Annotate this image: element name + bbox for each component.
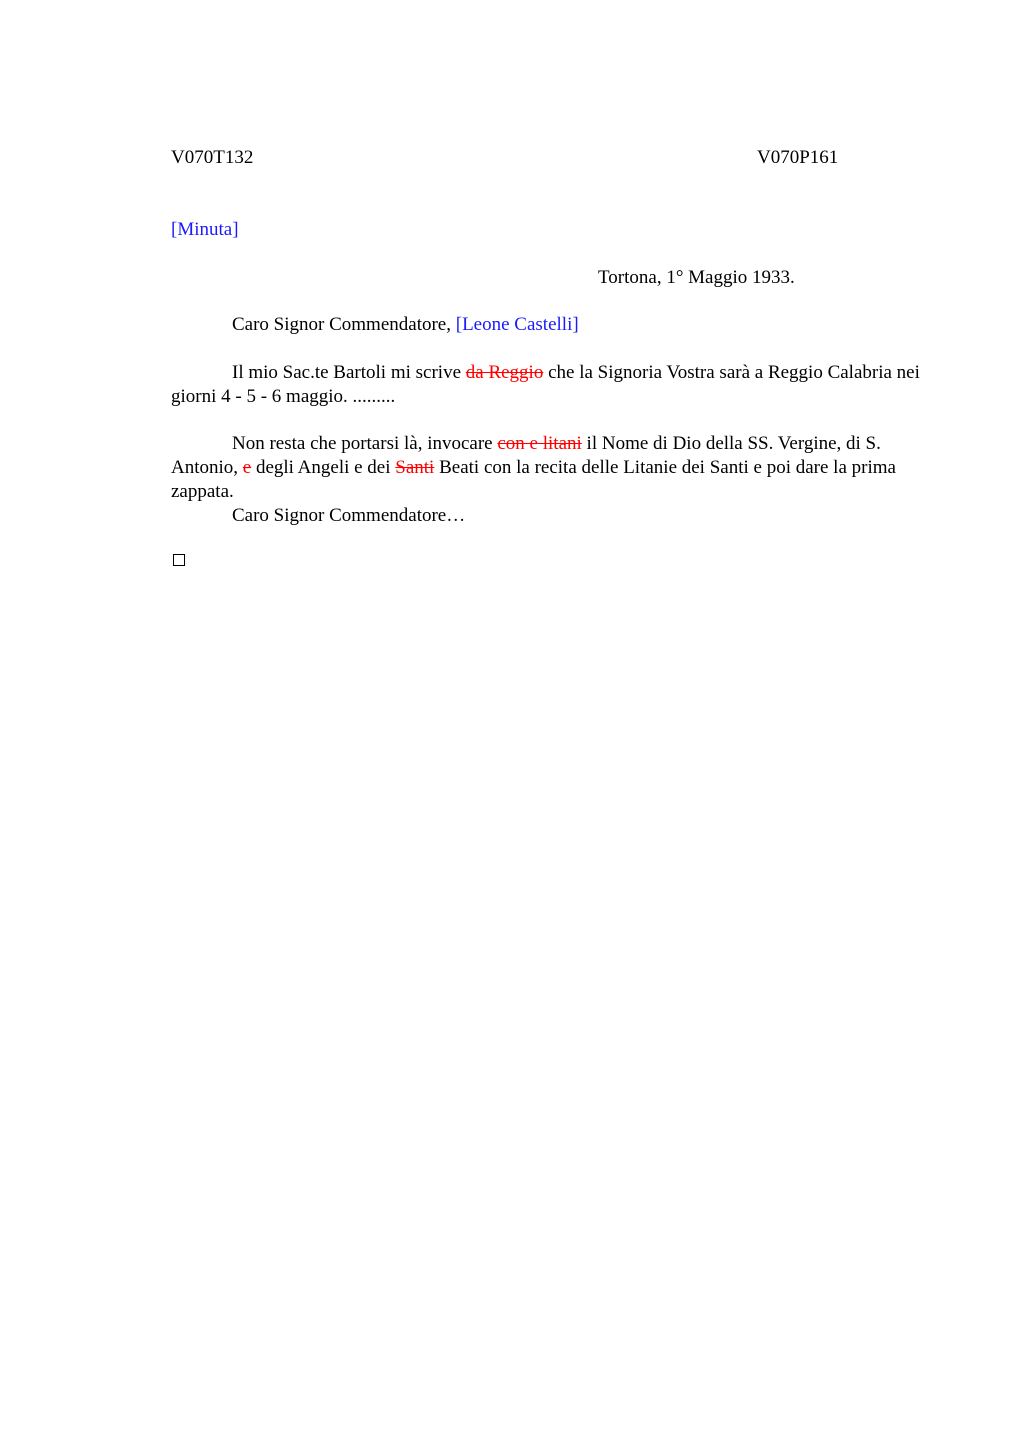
left-code: V070T132 (171, 147, 254, 168)
recipient-annotation: [Leone Castelli] (455, 314, 579, 335)
p2-text-2: il Nome di Dio della SS. Vergine, di S. Antonio, (171, 433, 881, 478)
p2-text-3: degli Angeli e dei (255, 457, 391, 478)
salutation (232, 313, 579, 337)
p1-text-1: Il mio Sac.te Bartoli mi scrive (232, 362, 462, 383)
p2-deletion-1: con e litani (497, 433, 582, 454)
doc-type-annotation: [Minuta] (171, 219, 239, 240)
closing-line: Caro Signor Commendatore… (232, 505, 466, 526)
p1-deletion-1: da Reggio (465, 362, 544, 383)
p2-deletion-3: Santi (395, 457, 435, 478)
p2-deletion-2: e (242, 457, 252, 478)
paragraph-2 (171, 432, 931, 504)
p1-text-2: che la Signoria Vostra sarà a Reggio Calabria nei giorni 4 - 5 - 6 maggio. ......... (171, 362, 920, 407)
checkbox-icon (173, 554, 185, 566)
right-code: V070P161 (757, 147, 839, 168)
paragraph-1 (171, 361, 931, 409)
p2-text-4: Beati con la recita delle Litanie dei Santi e poi dare la prima zappata. (171, 457, 896, 502)
salutation-text: Caro Signor Commendatore, (232, 314, 451, 335)
p2-text-1: Non resta che portarsi là, invocare (232, 433, 493, 454)
date-line: Tortona, 1° Maggio 1933. (598, 267, 795, 288)
